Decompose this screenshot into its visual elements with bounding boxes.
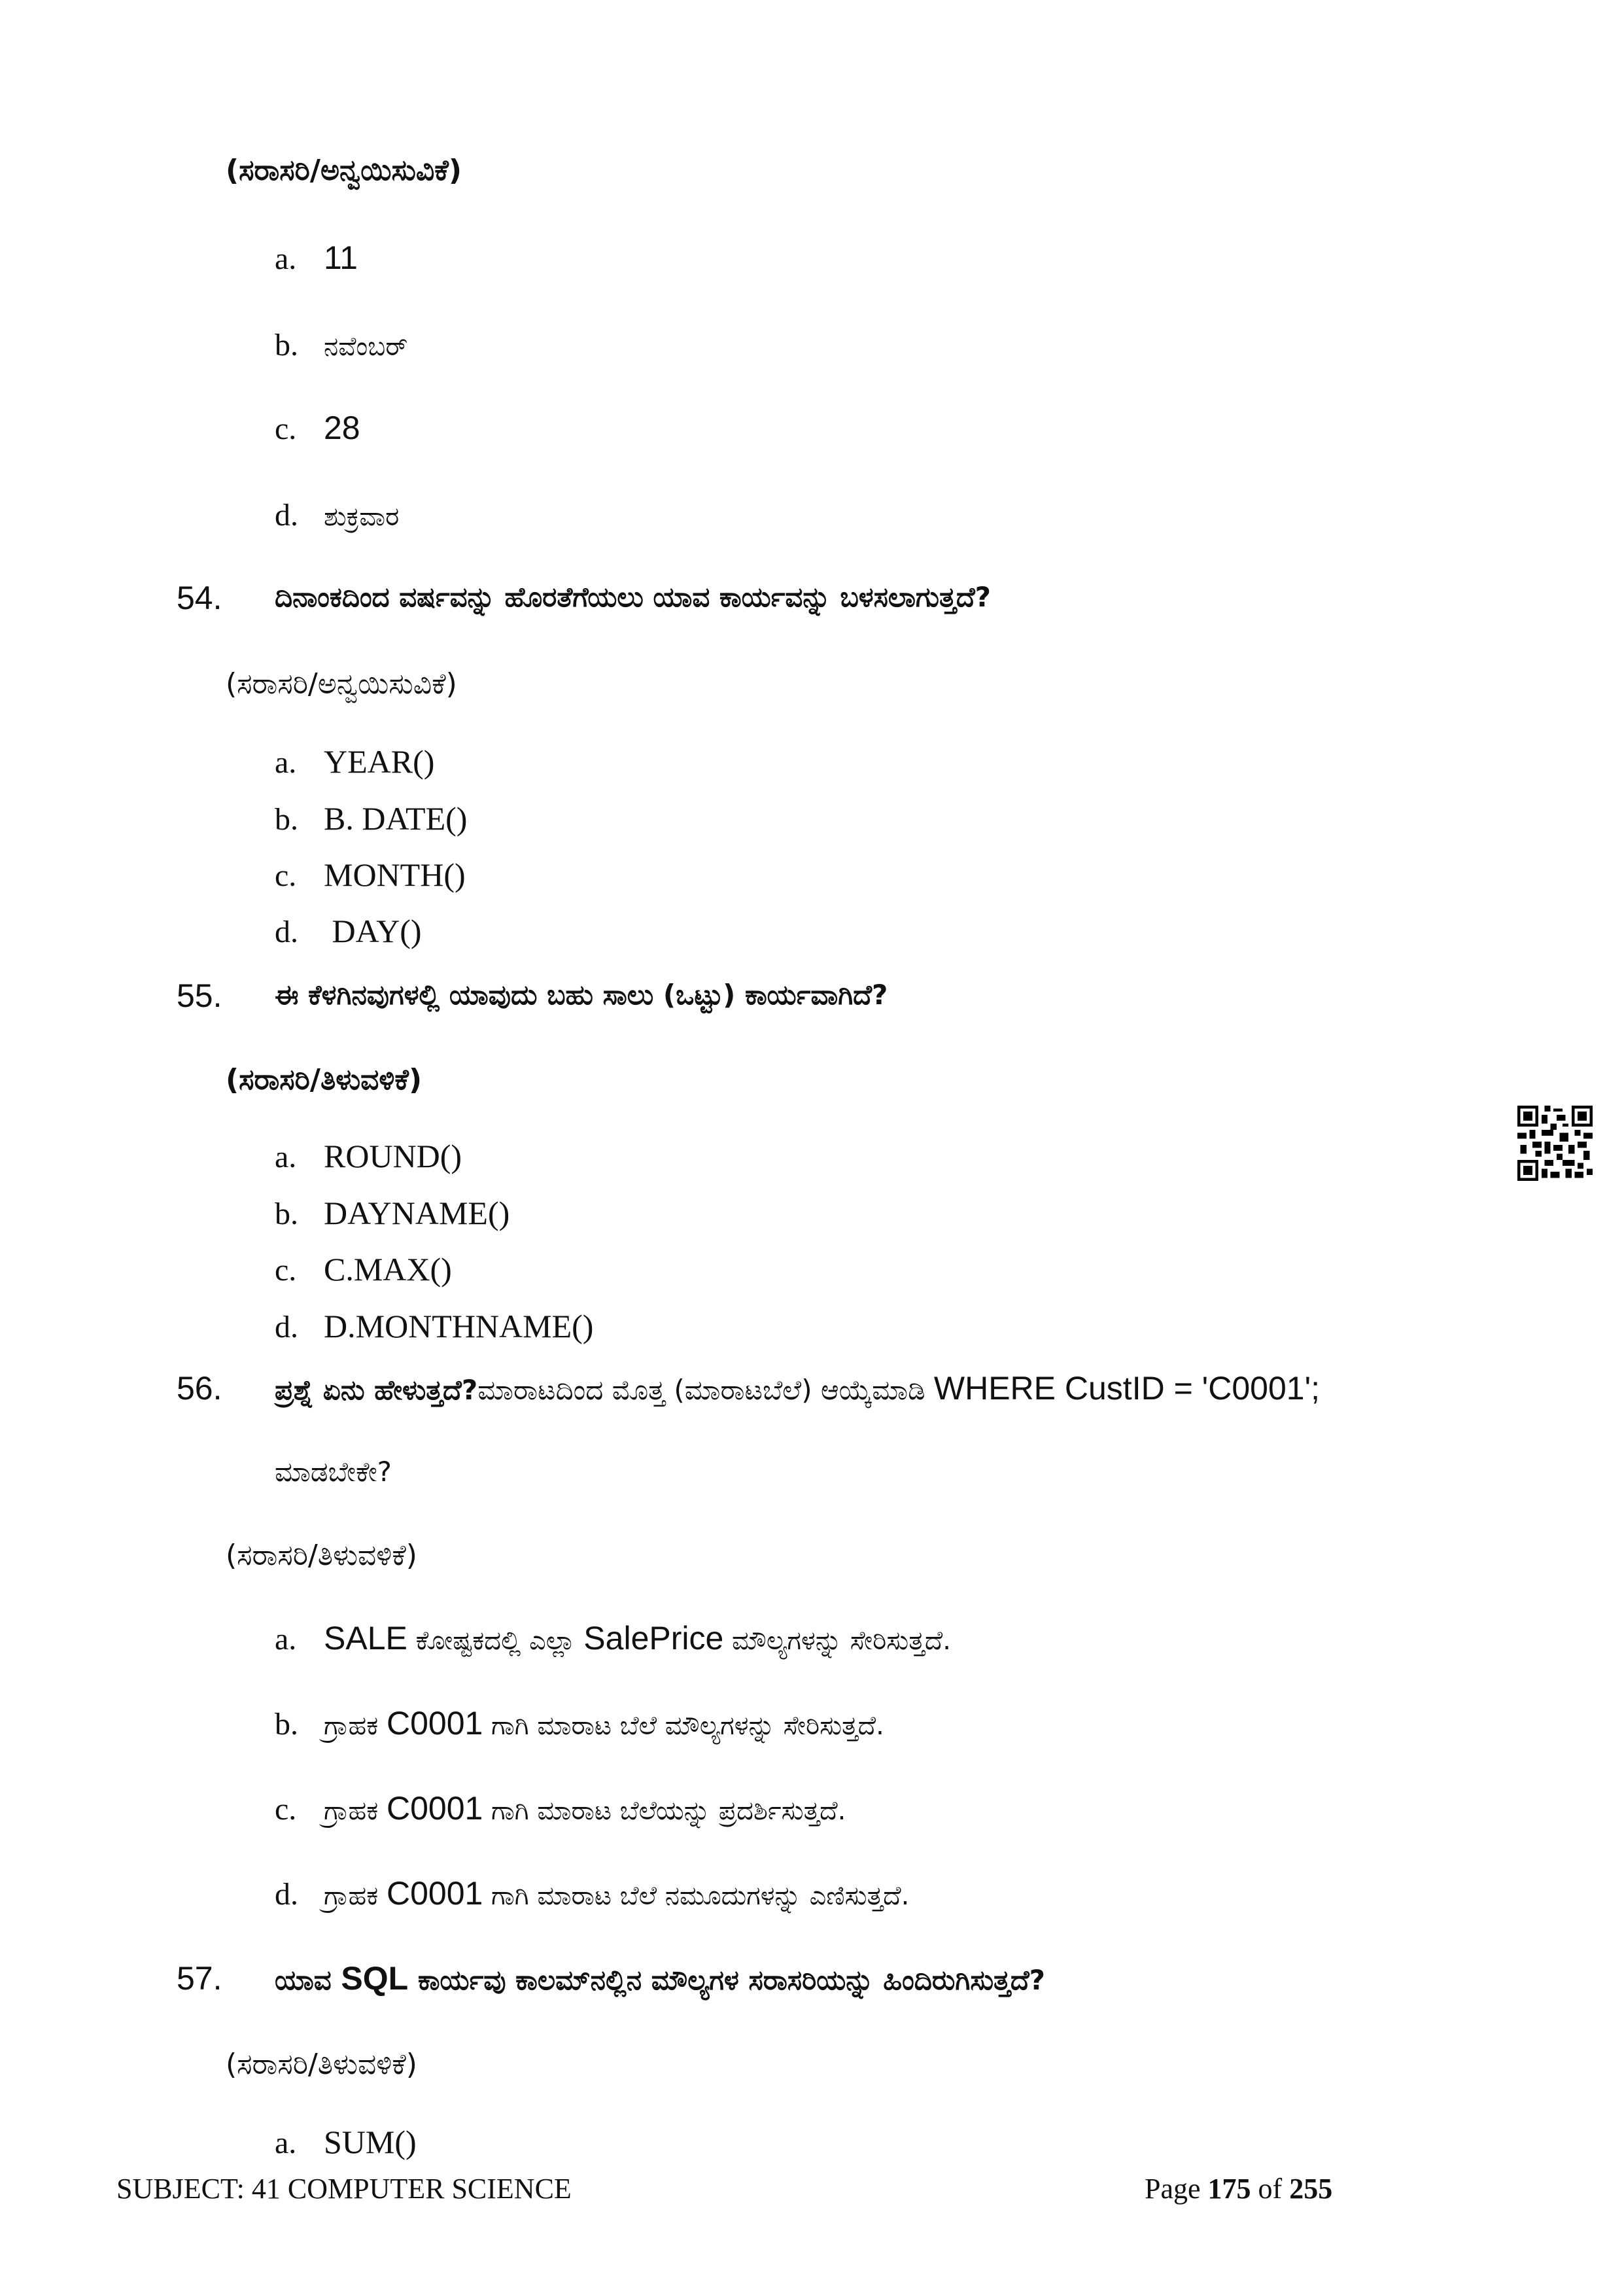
option-latin: SALE [324, 1620, 407, 1656]
option-latin: C0001 [386, 1705, 483, 1742]
option-text: ಗಾಗಿ ಮಾರಾಟ ಬೆಲೆಯನ್ನು ಪ್ರದರ್ಶಿಸುತ್ತದೆ. [483, 1796, 846, 1826]
question-text-line2: ಮಾಡಬೇಕೇ? [275, 1456, 392, 1488]
option-text: ಮೌಲ್ಯಗಳನ್ನು ಸೇರಿಸುತ್ತದೆ. [723, 1626, 952, 1656]
question-sql: WHERE CustID = 'C0001'; [933, 1370, 1321, 1407]
option-a [275, 1619, 951, 1657]
question-text: ಈ ಕೆಳಗಿನವುಗಳಲ್ಲಿ ಯಾವುದು ಬಹು ಸಾಲು (ಒಟ್ಟು) ಕಾರ್ಯವಾಗಿದೆ? [275, 979, 888, 1011]
question-text [275, 1959, 1045, 1997]
difficulty-tag: (ಸರಾಸರಿ/ತಿಳುವಳಿಕೆ) [226, 2048, 417, 2081]
option-b [275, 1194, 510, 1232]
option-text: DAY() [324, 913, 422, 949]
option-text: ROUND() [324, 1138, 462, 1174]
question-number: 55. [177, 977, 222, 1014]
option-text: 28 [324, 410, 360, 446]
footer-page-number [1145, 2172, 1332, 2205]
option-letter: c. [275, 412, 297, 446]
option-letter: a. [275, 2126, 297, 2160]
question-text: ದಿನಾಂಕದಿಂದ ವರ್ಷವನ್ನು ಹೊರತೆಗೆಯಲು ಯಾವ ಕಾರ್ಯವನ್ನು ಬಳಸಲಾಗುತ್ತದೆ? [275, 581, 992, 613]
option-letter: d. [275, 1877, 298, 1912]
option-text: ಗ್ರಾಹಕ [324, 1711, 387, 1741]
option-d [275, 497, 399, 533]
option-d [275, 1874, 909, 1912]
option-latin: C0001 [386, 1875, 483, 1912]
option-text: ಕೋಷ್ಟಕದಲ್ಲಿ ಎಲ್ಲಾ [407, 1626, 584, 1656]
question-sql: SQL [341, 1960, 409, 1997]
option-text: MONTH() [324, 856, 466, 893]
option-text: ಶುಕ್ರವಾರ [324, 502, 400, 532]
page-total: 255 [1289, 2173, 1333, 2205]
option-letter: b. [275, 328, 298, 362]
option-letter: a. [275, 1140, 297, 1174]
option-c [275, 1789, 846, 1827]
option-text: ಗ್ರಾಹಕ [324, 1796, 387, 1826]
question-number: 56. [177, 1370, 222, 1407]
page-of: of [1251, 2173, 1290, 2205]
difficulty-tag: (ಸರಾಸರಿ/ಅನ್ವಯಿಸುವಿಕೆ) [226, 667, 457, 701]
difficulty-tag: (ಸರಾಸರಿ/ಅನ್ವಯಿಸುವಿಕೆ) [226, 154, 462, 187]
option-letter: b. [275, 1707, 298, 1742]
option-text: C.MAX() [324, 1251, 452, 1288]
option-letter: d. [275, 498, 298, 533]
option-letter: c. [275, 858, 297, 893]
qr-code-icon [1517, 1106, 1593, 1181]
page-current: 175 [1207, 2173, 1251, 2205]
option-d [275, 912, 422, 950]
option-letter: b. [275, 1197, 298, 1231]
question-pre: ಯಾವ [275, 1964, 341, 1996]
option-b [275, 327, 407, 363]
option-a [275, 743, 434, 780]
option-a [275, 1137, 462, 1175]
option-c [275, 409, 360, 447]
option-c [275, 856, 466, 894]
option-text: SUM() [324, 2124, 417, 2160]
difficulty-tag: (ಸರಾಸರಿ/ತಿಳುವಳಿಕೆ) [226, 1539, 417, 1572]
option-text: B. DATE() [324, 800, 468, 837]
option-latin: SalePrice [583, 1620, 724, 1656]
option-latin: C0001 [386, 1790, 483, 1827]
difficulty-tag: (ಸರಾಸರಿ/ತಿಳುವಳಿಕೆ) [226, 1063, 423, 1096]
option-text: ಗಾಗಿ ಮಾರಾಟ ಬೆಲೆ ನಮೂದುಗಳನ್ನು ಎಣಿಸುತ್ತದೆ. [483, 1881, 910, 1911]
option-b [275, 1704, 884, 1742]
option-text: ನವೆಂಬರ್ [324, 332, 408, 362]
option-text: 11 [324, 239, 358, 276]
question-bold: ಪ್ರಶ್ನೆ ಏನು ಹೇಳುತ್ತದೆ? [275, 1374, 478, 1406]
option-letter: d. [275, 915, 298, 949]
question-text [275, 1369, 1320, 1407]
option-letter: a. [275, 745, 297, 780]
option-letter: c. [275, 1253, 297, 1288]
option-letter: a. [275, 1622, 297, 1656]
option-text: D.MONTHNAME() [324, 1308, 594, 1344]
option-letter: d. [275, 1310, 298, 1344]
option-a [275, 2123, 417, 2161]
question-post: ಕಾರ್ಯವು ಕಾಲಮ್‌ನಲ್ಲಿನ ಮೌಲ್ಯಗಳ ಸರಾಸರಿಯನ್ನು ಹಿಂದಿರುಗಿಸುತ್ತದೆ? [408, 1964, 1046, 1996]
option-text: DAYNAME() [324, 1195, 510, 1231]
page-prefix: Page [1145, 2173, 1208, 2205]
option-b [275, 799, 467, 837]
question-number: 57. [177, 1960, 222, 1997]
option-d [275, 1307, 593, 1345]
footer-subject: SUBJECT: 41 COMPUTER SCIENCE [116, 2173, 572, 2205]
option-text: ಗಾಗಿ ಮಾರಾಟ ಬೆಲೆ ಮೌಲ್ಯಗಳನ್ನು ಸೇರಿಸುತ್ತದೆ. [483, 1711, 884, 1741]
option-letter: c. [275, 1792, 297, 1827]
option-a [275, 239, 358, 277]
option-text: YEAR() [324, 743, 435, 780]
option-letter: a. [275, 241, 297, 276]
question-rest: ಮಾರಾಟದಿಂದ ಮೊತ್ತ (ಮಾರಾಟಬೆಲೆ) ಆಯ್ಕೆಮಾಡಿ [477, 1374, 934, 1406]
option-text: ಗ್ರಾಹಕ [324, 1881, 387, 1911]
question-number: 54. [177, 580, 222, 616]
option-c [275, 1250, 452, 1288]
option-letter: b. [275, 802, 298, 837]
